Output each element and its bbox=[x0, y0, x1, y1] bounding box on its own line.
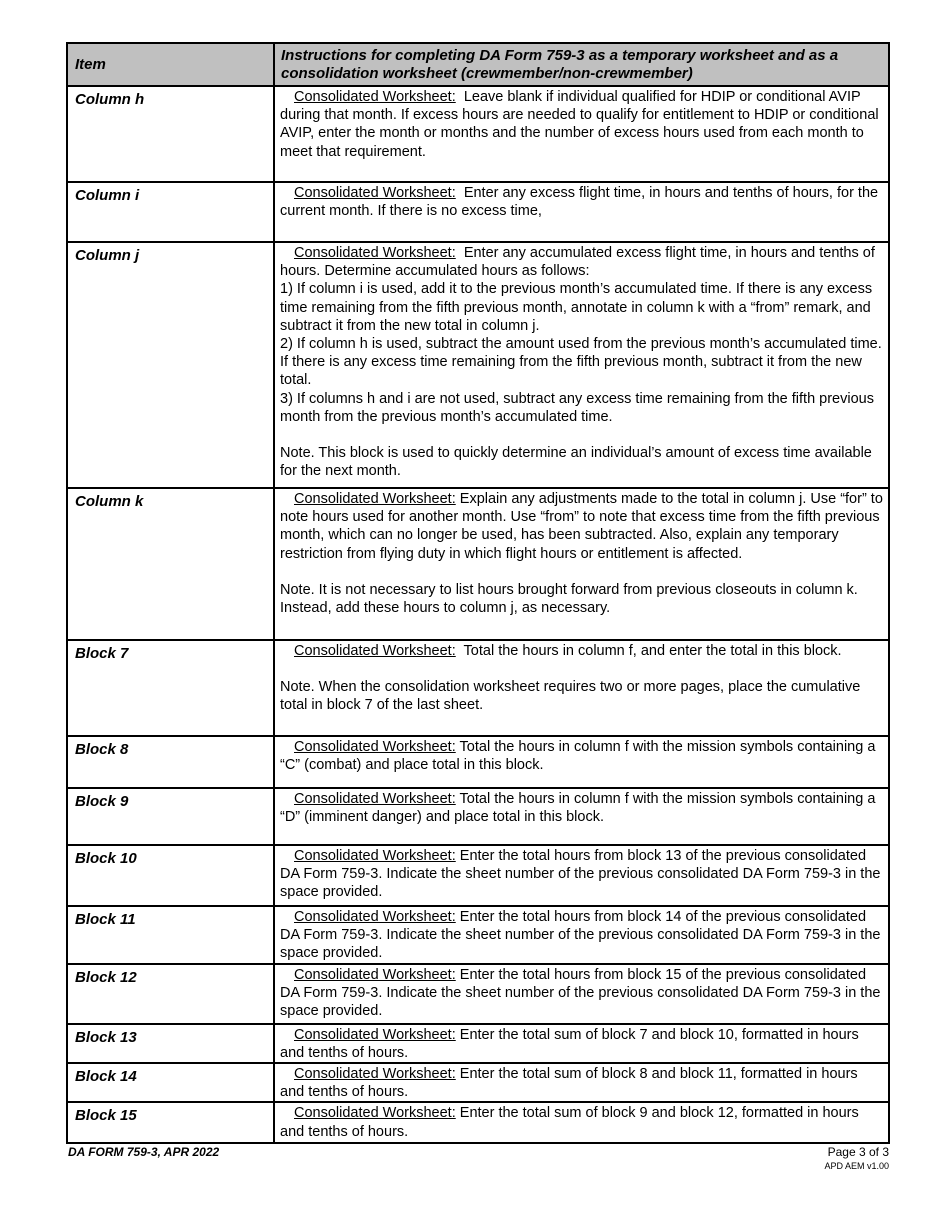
version-label: APD AEM v1.00 bbox=[824, 1161, 889, 1171]
table-row bbox=[67, 906, 889, 964]
row-description bbox=[274, 242, 889, 488]
row-label: Consolidated Worksheet: bbox=[294, 966, 456, 983]
row-description bbox=[274, 1024, 889, 1063]
row-description bbox=[274, 640, 889, 736]
page-footer bbox=[824, 1145, 889, 1171]
row-text: Total the hours in column f with the mission symbols containing a “C” (combat) and place total in this block. bbox=[280, 739, 876, 774]
row-text: Total the hours in column f, and enter the total in this block. bbox=[463, 643, 842, 659]
row-text: Explain any adjustments made to the total in column j. Use “for” to note hours used for another month. Use “from” to note that excess time from the fifth previous month, which can no longer be used, has been subtracted. Also, explain any temporary restriction from flying duty in which flight hours or entitlement is affected. bbox=[280, 491, 883, 562]
row-label: Consolidated Worksheet: bbox=[294, 739, 456, 755]
row-text: Enter the total hours from block 13 of the previous consolidated DA Form 759-3. Indicate the sheet number of the previous consolidated DA Form 759-3 in the space provided. bbox=[280, 848, 881, 901]
row-note: Note. When the consolidation worksheet requires two or more pages, place the cumulative total in block 7 of the last sheet. bbox=[280, 679, 861, 714]
row-description bbox=[274, 86, 889, 182]
row-label: Consolidated Worksheet: bbox=[294, 1105, 456, 1122]
table-row bbox=[67, 1063, 889, 1102]
row-item: Block 14 bbox=[67, 1063, 274, 1102]
row-text: Enter the total hours from block 14 of the previous consolidated DA Form 759-3. Indicate the sheet number of the previous consolidated DA Form 759-3 in the space provided. bbox=[280, 909, 881, 962]
row-note: Note. It is not necessary to list hours brought forward from previous closeouts in column k. Instead, add these hours to column j, as necessary. bbox=[280, 581, 858, 617]
row-item: Block 15 bbox=[67, 1102, 274, 1143]
row-label: Consolidated Worksheet: bbox=[294, 791, 456, 807]
table-row bbox=[67, 964, 889, 1024]
row-item: Block 9 bbox=[67, 788, 274, 845]
row-description bbox=[274, 845, 889, 906]
table-row bbox=[67, 488, 889, 640]
row-note: Note. This block is used to quickly determine an individual’s amount of excess time available for the next month. bbox=[280, 445, 872, 480]
row-text: Enter the total hours from block 15 of the previous consolidated DA Form 759-3. Indicate the sheet number of the previous consolidated DA Form 759-3 in the space provided. bbox=[280, 966, 881, 1020]
row-label: Consolidated Worksheet: bbox=[294, 909, 456, 925]
row-description bbox=[274, 964, 889, 1024]
row-description bbox=[274, 1063, 889, 1102]
row-text: Leave blank if individual qualified for HDIP or conditional AVIP during that month. If excess hours are needed to qualify for entitlement to HDIP or conditional AVIP, enter the month or months and the number of excess hours used from each month to meet that requirement. bbox=[280, 89, 879, 160]
row-item: Block 13 bbox=[67, 1024, 274, 1063]
row-item: Block 11 bbox=[67, 906, 274, 964]
row-line: 2) If column h is used, subtract the amount used from the previous month’s accumulated time. If there is any excess time remaining from the fifth previous month, subtract it from the new total. bbox=[280, 336, 882, 389]
page-number: Page 3 of 3 bbox=[827, 1145, 889, 1159]
row-text: Enter any excess flight time, in hours and tenths of hours, for the current month. If there is no excess time, bbox=[280, 185, 879, 220]
row-item: Block 7 bbox=[67, 640, 274, 736]
row-text: Enter the total sum of block 7 and block 10, formatted in hours and tenths of hours. bbox=[280, 1026, 859, 1061]
row-item: Column k bbox=[67, 488, 274, 640]
row-text: Total the hours in column f with the mission symbols containing a “D” (imminent danger) and place total in this block. bbox=[280, 791, 876, 826]
row-line: 1) If column i is used, add it to the previous month’s accumulated time. If there is any excess time remaining from the fifth previous month, annotate in column k with a “from” remark, and subtract it from the new total in column j. bbox=[280, 281, 873, 334]
row-description bbox=[274, 736, 889, 788]
instructions-table bbox=[66, 42, 890, 1144]
row-text: Enter the total sum of block 9 and block 12, formatted in hours and tenths of hours. bbox=[280, 1105, 859, 1140]
table-header-row bbox=[67, 43, 889, 86]
row-item: Block 8 bbox=[67, 736, 274, 788]
table-row bbox=[67, 86, 889, 182]
row-description bbox=[274, 488, 889, 640]
row-label: Consolidated Worksheet: bbox=[294, 1066, 456, 1083]
row-description bbox=[274, 1102, 889, 1143]
row-item: Column j bbox=[67, 242, 274, 488]
row-text: Enter the total sum of block 8 and block 11, formatted in hours and tenths of hours. bbox=[280, 1066, 858, 1101]
table-row bbox=[67, 640, 889, 736]
row-description bbox=[274, 906, 889, 964]
row-line: 3) If columns h and i are not used, subtract any excess time remaining from the fifth previous month from the previous month’s accumulated time. bbox=[280, 390, 874, 425]
row-description bbox=[274, 788, 889, 845]
row-label: Consolidated Worksheet: bbox=[294, 848, 456, 864]
row-label: Consolidated Worksheet: bbox=[294, 89, 456, 105]
form-number: DA FORM 759-3, APR 2022 bbox=[68, 1145, 220, 1159]
row-label: Consolidated Worksheet: bbox=[294, 185, 456, 201]
row-item: Column h bbox=[67, 86, 274, 182]
row-label: Consolidated Worksheet: bbox=[294, 491, 456, 507]
row-description bbox=[274, 182, 889, 242]
row-item: Block 10 bbox=[67, 845, 274, 906]
row-label: Consolidated Worksheet: bbox=[294, 1026, 456, 1043]
table-row bbox=[67, 242, 889, 488]
row-label: Consolidated Worksheet: bbox=[294, 245, 456, 261]
row-item: Column i bbox=[67, 182, 274, 242]
header-item: Item bbox=[67, 43, 274, 86]
table-row bbox=[67, 1024, 889, 1063]
table-row bbox=[67, 845, 889, 906]
table-row bbox=[67, 1102, 889, 1143]
table-row bbox=[67, 736, 889, 788]
row-item: Block 12 bbox=[67, 964, 274, 1024]
row-text: Enter any accumulated excess flight time, in hours and tenths of hours. Determine accumulated hours as follows: bbox=[280, 245, 875, 280]
table-row bbox=[67, 182, 889, 242]
table-row bbox=[67, 788, 889, 845]
header-instructions: Instructions for completing DA Form 759-3 as a temporary worksheet and as a consolidation worksheet (crewmember/non-crewmember) bbox=[274, 43, 889, 86]
row-label: Consolidated Worksheet: bbox=[294, 643, 456, 659]
